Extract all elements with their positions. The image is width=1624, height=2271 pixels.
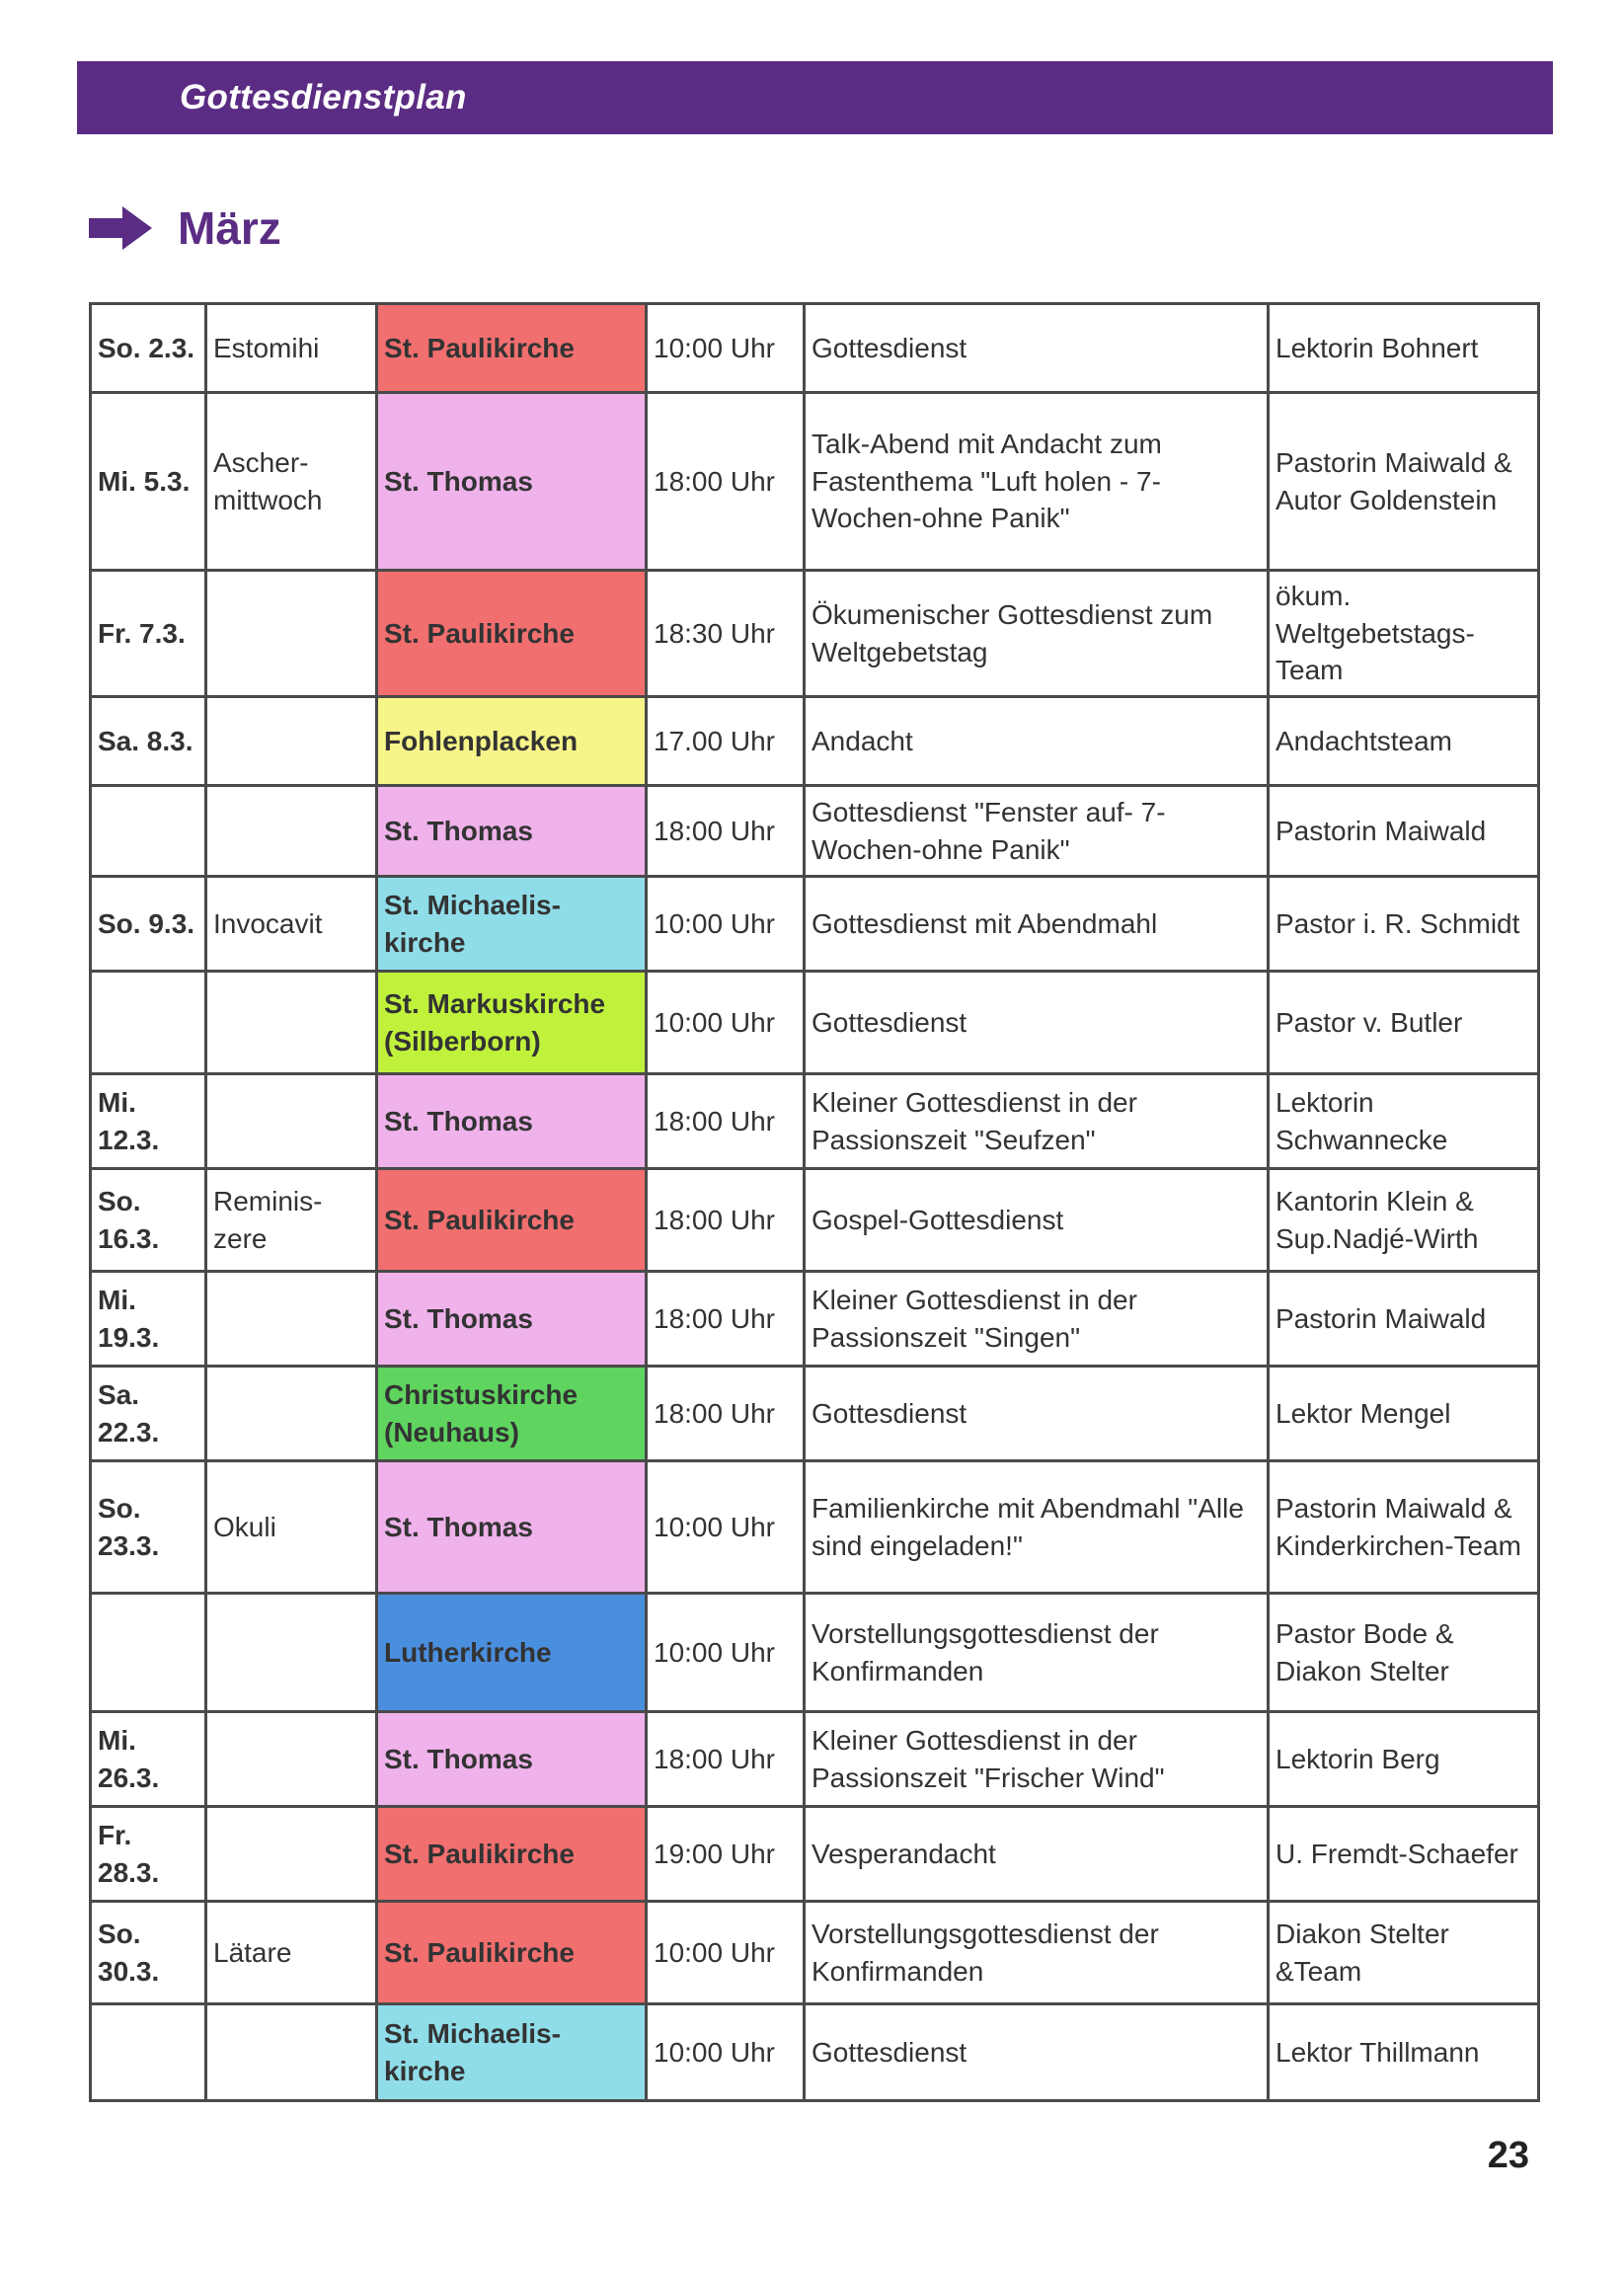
- date-cell: Fr. 7.3.: [91, 571, 206, 697]
- occasion-cell: [206, 1807, 377, 1902]
- table-row: [91, 877, 1539, 972]
- occasion-cell: [206, 1272, 377, 1367]
- event-cell: Talk-Abend mit Andacht zum Fastenthema "Luft holen - 7-Wochen-ohne Panik": [805, 393, 1269, 571]
- event-cell: Gottesdienst "Fenster auf- 7-Wochen-ohne Panik": [805, 786, 1269, 877]
- table-row: [91, 697, 1539, 786]
- table-row: [91, 2004, 1539, 2101]
- occasion-cell: [206, 1367, 377, 1461]
- date-cell: [91, 2004, 206, 2101]
- time-cell: 10:00 Uhr: [647, 972, 805, 1074]
- time-cell: 18:00 Uhr: [647, 1169, 805, 1272]
- date-cell: Mi. 12.3.: [91, 1074, 206, 1169]
- time-cell: 19:00 Uhr: [647, 1807, 805, 1902]
- date-cell: So. 23.3.: [91, 1461, 206, 1594]
- time-cell: 18:00 Uhr: [647, 1367, 805, 1461]
- occasion-cell: [206, 972, 377, 1074]
- time-cell: 18:00 Uhr: [647, 393, 805, 571]
- leader-cell: Lektorin Berg: [1269, 1712, 1539, 1807]
- event-cell: Kleiner Gottesdienst in der Passionszeit "Seufzen": [805, 1074, 1269, 1169]
- event-cell: Gottesdienst: [805, 1367, 1269, 1461]
- occasion-cell: Okuli: [206, 1461, 377, 1594]
- table-row: [91, 972, 1539, 1074]
- church-cell: St. Thomas: [377, 1272, 647, 1367]
- occasion-cell: [206, 786, 377, 877]
- event-cell: Vorstellungsgottesdienst der Konfirmanden: [805, 1594, 1269, 1712]
- leader-cell: Pastor v. Butler: [1269, 972, 1539, 1074]
- occasion-cell: [206, 1594, 377, 1712]
- church-cell: St. Paulikirche: [377, 1807, 647, 1902]
- leader-cell: Pastorin Maiwald & Kinderkirchen-Team: [1269, 1461, 1539, 1594]
- leader-cell: Andachtsteam: [1269, 697, 1539, 786]
- date-cell: [91, 1594, 206, 1712]
- church-cell: Fohlenplacken: [377, 697, 647, 786]
- table-row: [91, 1712, 1539, 1807]
- date-cell: Mi. 26.3.: [91, 1712, 206, 1807]
- date-cell: Sa. 22.3.: [91, 1367, 206, 1461]
- leader-cell: Lektor Mengel: [1269, 1367, 1539, 1461]
- month-heading: [89, 202, 281, 254]
- leader-cell: Lektor Thillmann: [1269, 2004, 1539, 2101]
- church-cell: St. Thomas: [377, 1461, 647, 1594]
- month-title: März: [178, 202, 281, 254]
- church-cell: St. Thomas: [377, 1074, 647, 1169]
- date-cell: Fr. 28.3.: [91, 1807, 206, 1902]
- event-cell: Familienkirche mit Abendmahl "Alle sind eingeladen!": [805, 1461, 1269, 1594]
- schedule-body: [91, 304, 1539, 2101]
- date-cell: [91, 972, 206, 1074]
- leader-cell: Kantorin Klein & Sup.Nadjé-Wirth: [1269, 1169, 1539, 1272]
- time-cell: 10:00 Uhr: [647, 1594, 805, 1712]
- leader-cell: Pastorin Maiwald & Autor Goldenstein: [1269, 393, 1539, 571]
- event-cell: Gottesdienst: [805, 972, 1269, 1074]
- leader-cell: U. Fremdt-Schaefer: [1269, 1807, 1539, 1902]
- church-cell: St. Thomas: [377, 393, 647, 571]
- leader-cell: Pastorin Maiwald: [1269, 786, 1539, 877]
- table-row: [91, 1169, 1539, 1272]
- occasion-cell: [206, 571, 377, 697]
- time-cell: 18:00 Uhr: [647, 786, 805, 877]
- occasion-cell: Estomihi: [206, 304, 377, 393]
- table-row: [91, 1594, 1539, 1712]
- header-bar: [77, 61, 1553, 134]
- church-cell: St. Markuskirche (Silberborn): [377, 972, 647, 1074]
- time-cell: 10:00 Uhr: [647, 1902, 805, 2004]
- leader-cell: Pastor i. R. Schmidt: [1269, 877, 1539, 972]
- time-cell: 18:00 Uhr: [647, 1074, 805, 1169]
- date-cell: So. 9.3.: [91, 877, 206, 972]
- table-row: [91, 1807, 1539, 1902]
- table-row: [91, 571, 1539, 697]
- table-row: [91, 393, 1539, 571]
- time-cell: 10:00 Uhr: [647, 1461, 805, 1594]
- church-cell: St. Paulikirche: [377, 571, 647, 697]
- table-row: [91, 786, 1539, 877]
- page-number: 23: [1487, 2135, 1529, 2176]
- date-cell: Mi. 5.3.: [91, 393, 206, 571]
- time-cell: 18:00 Uhr: [647, 1272, 805, 1367]
- date-cell: [91, 786, 206, 877]
- time-cell: 10:00 Uhr: [647, 304, 805, 393]
- date-cell: Mi. 19.3.: [91, 1272, 206, 1367]
- occasion-cell: Reminis-zere: [206, 1169, 377, 1272]
- time-cell: 10:00 Uhr: [647, 877, 805, 972]
- table-row: [91, 1074, 1539, 1169]
- event-cell: Gospel-Gottesdienst: [805, 1169, 1269, 1272]
- church-cell: St. Thomas: [377, 1712, 647, 1807]
- church-cell: St. Michaelis-kirche: [377, 2004, 647, 2101]
- church-cell: St. Paulikirche: [377, 1902, 647, 2004]
- time-cell: 18:00 Uhr: [647, 1712, 805, 1807]
- event-cell: Gottesdienst: [805, 304, 1269, 393]
- church-cell: St. Thomas: [377, 786, 647, 877]
- service-schedule-table: [89, 302, 1540, 2102]
- event-cell: Kleiner Gottesdienst in der Passionszeit "Singen": [805, 1272, 1269, 1367]
- table-row: [91, 1461, 1539, 1594]
- occasion-cell: [206, 697, 377, 786]
- occasion-cell: [206, 1712, 377, 1807]
- table-row: [91, 1272, 1539, 1367]
- event-cell: Andacht: [805, 697, 1269, 786]
- arrow-right-icon: [89, 206, 152, 250]
- occasion-cell: [206, 2004, 377, 2101]
- time-cell: 17.00 Uhr: [647, 697, 805, 786]
- church-cell: St. Paulikirche: [377, 1169, 647, 1272]
- leader-cell: Lektorin Schwannecke: [1269, 1074, 1539, 1169]
- event-cell: Gottesdienst: [805, 2004, 1269, 2101]
- leader-cell: Pastorin Maiwald: [1269, 1272, 1539, 1367]
- event-cell: Gottesdienst mit Abendmahl: [805, 877, 1269, 972]
- date-cell: Sa. 8.3.: [91, 697, 206, 786]
- header-title: Gottesdienstplan: [180, 78, 467, 117]
- occasion-cell: Ascher-mittwoch: [206, 393, 377, 571]
- date-cell: So. 2.3.: [91, 304, 206, 393]
- date-cell: So. 30.3.: [91, 1902, 206, 2004]
- time-cell: 10:00 Uhr: [647, 2004, 805, 2101]
- table-row: [91, 1902, 1539, 2004]
- church-cell: St. Michaelis-kirche: [377, 877, 647, 972]
- table-row: [91, 1367, 1539, 1461]
- leader-cell: ökum. Weltgebetstags-Team: [1269, 571, 1539, 697]
- leader-cell: Diakon Stelter &Team: [1269, 1902, 1539, 2004]
- leader-cell: Lektorin Bohnert: [1269, 304, 1539, 393]
- event-cell: Vesperandacht: [805, 1807, 1269, 1902]
- church-cell: Lutherkirche: [377, 1594, 647, 1712]
- event-cell: Kleiner Gottesdienst in der Passionszeit "Frischer Wind": [805, 1712, 1269, 1807]
- event-cell: Ökumenischer Gottesdienst zum Weltgebetstag: [805, 571, 1269, 697]
- church-cell: Christuskirche (Neuhaus): [377, 1367, 647, 1461]
- date-cell: So. 16.3.: [91, 1169, 206, 1272]
- time-cell: 18:30 Uhr: [647, 571, 805, 697]
- occasion-cell: [206, 1074, 377, 1169]
- church-cell: St. Paulikirche: [377, 304, 647, 393]
- event-cell: Vorstellungsgottesdienst der Konfirmanden: [805, 1902, 1269, 2004]
- occasion-cell: Invocavit: [206, 877, 377, 972]
- table-row: [91, 304, 1539, 393]
- occasion-cell: Lätare: [206, 1902, 377, 2004]
- leader-cell: Pastor Bode & Diakon Stelter: [1269, 1594, 1539, 1712]
